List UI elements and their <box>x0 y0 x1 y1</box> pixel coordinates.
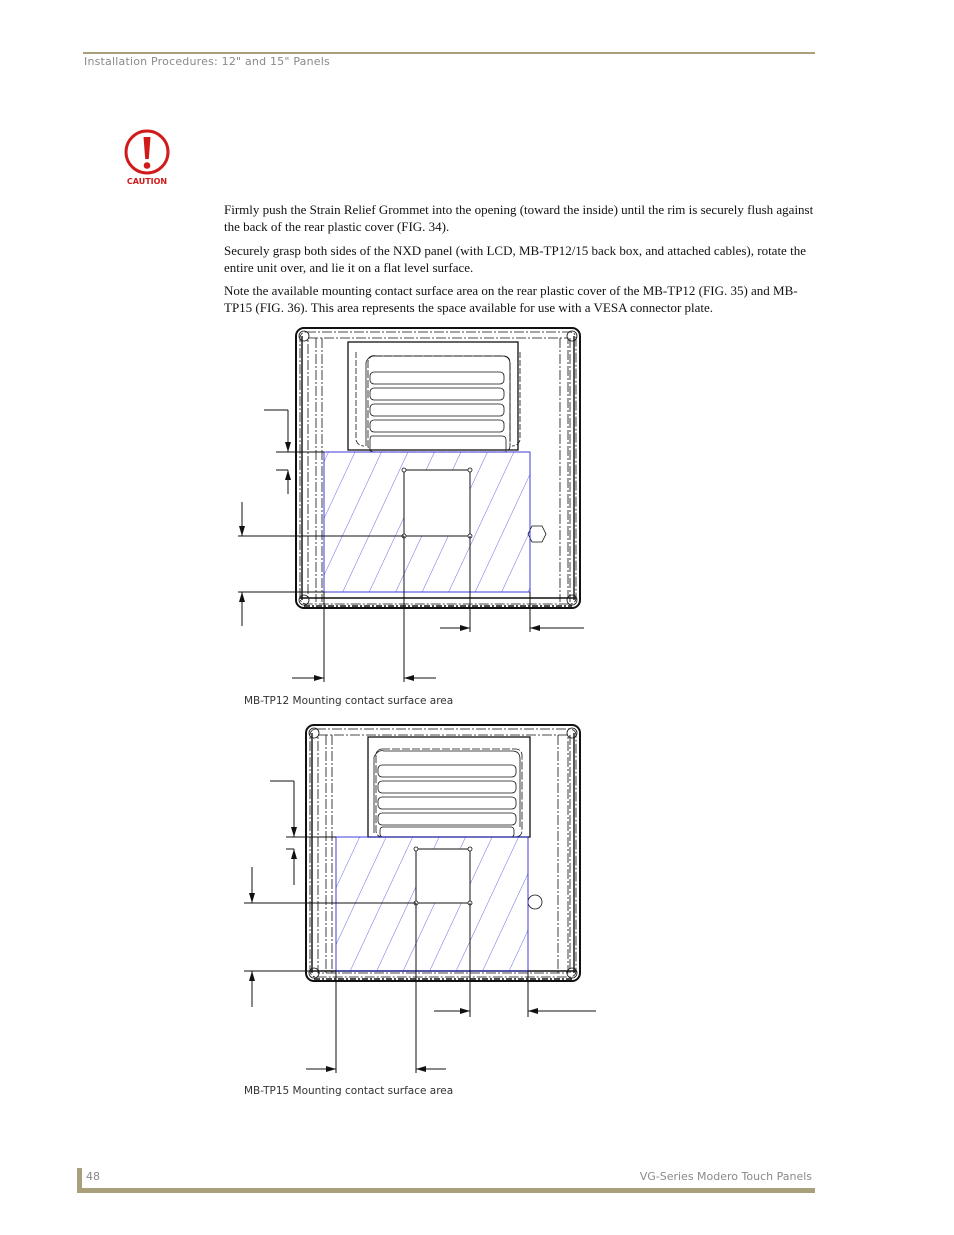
page-number: 48 <box>86 1170 100 1183</box>
caution-block <box>120 128 174 190</box>
paragraph-mounting-area: Note the available mounting contact surface area on the rear plastic cover of the MB-TP12 (FIG. 35) and MB-TP15 (FIG. 36). This area represents the space available for use with a VESA connector plate. <box>224 283 798 315</box>
figure-caption-mb-tp15: MB-TP15 Mounting contact surface area <box>244 1085 454 1097</box>
mb-tp12-mounting-drawing <box>230 322 600 692</box>
footer-doc-title: VG-Series Modero Touch Panels <box>639 1170 812 1183</box>
paragraph-grommet: Firmly push the Strain Relief Grommet into the opening (toward the inside) until the rim is securely flush against the back of the rear plastic cover (FIG. 34). <box>224 202 814 234</box>
paragraph-rotate-unit: Securely grasp both sides of the NXD panel (with LCD, MB-TP12/15 back box, and attached cables), rotate the entire unit over, and lie it on a flat level surface. <box>224 243 806 275</box>
exclamation-circle-icon <box>120 128 174 178</box>
mb-tp15-mounting-drawing <box>230 717 600 1087</box>
caution-label: CAUTION <box>126 177 168 186</box>
header-rule <box>83 52 815 54</box>
header-section-title: Installation Procedures: 12" and 15" Panels <box>84 55 330 68</box>
footer-rule <box>77 1188 815 1193</box>
figure-caption-mb-tp12: MB-TP12 Mounting contact surface area <box>244 695 454 707</box>
